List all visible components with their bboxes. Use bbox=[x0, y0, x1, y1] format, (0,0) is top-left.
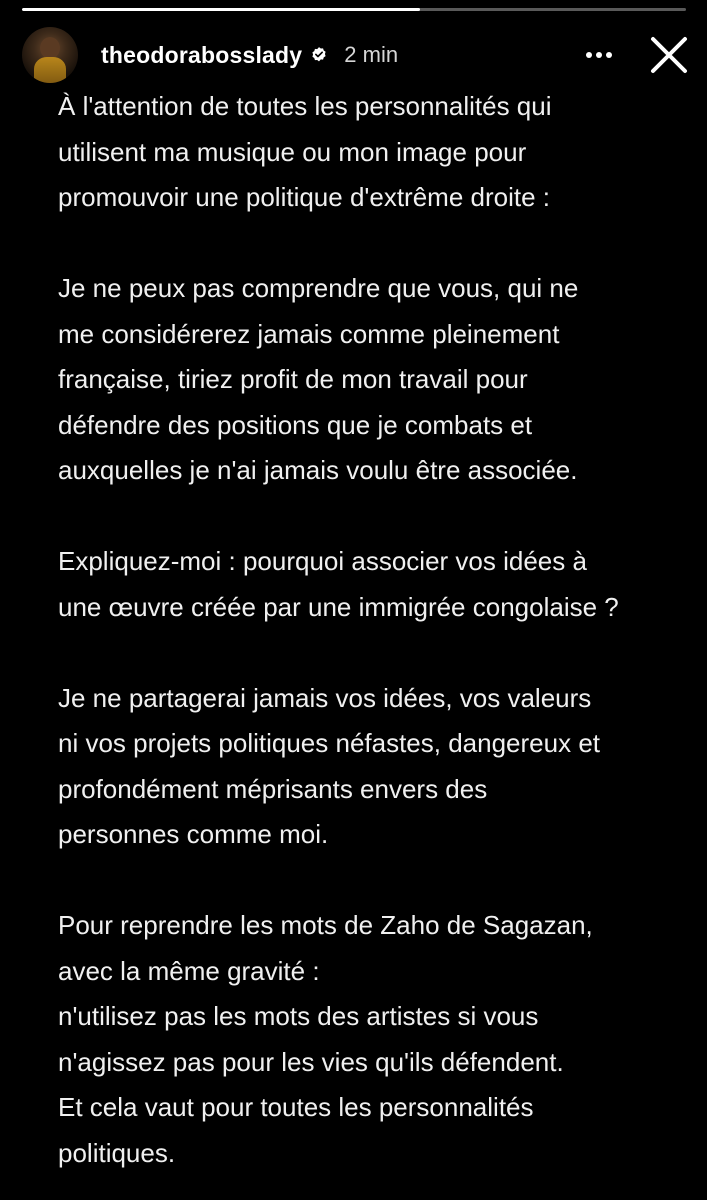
story-progress-fill bbox=[22, 8, 420, 11]
story-text-line: n'agissez pas pour les vies qu'ils défendent. bbox=[58, 1046, 564, 1077]
story-paragraph bbox=[58, 903, 688, 1176]
verified-badge-icon bbox=[310, 46, 328, 64]
story-text-line: Je ne peux pas comprendre que vous, qui ne bbox=[58, 273, 579, 303]
story-text-line: utilisent ma musique ou mon image pour bbox=[58, 136, 527, 167]
story-text-line: avec la même gravité : bbox=[58, 955, 320, 986]
story-text-line: promouvoir une politique d'extrême droite : bbox=[58, 182, 551, 212]
story-text bbox=[58, 84, 688, 1176]
story-progress-bar bbox=[22, 8, 686, 11]
post-time: 2 min bbox=[344, 42, 399, 67]
story-text-line: profondément méprisants envers des bbox=[58, 773, 488, 804]
story-text-line: Expliquez-moi : pourquoi associer vos idées à bbox=[58, 546, 587, 576]
story-paragraph bbox=[58, 539, 688, 630]
more-options-button[interactable] bbox=[582, 40, 616, 70]
story-text-line: française, tiriez profit de mon travail pour bbox=[58, 364, 528, 394]
story-text-line: Et cela vaut pour toutes les personnalités bbox=[58, 1092, 534, 1122]
story-text-line: auxquelles je n'ai jamais voulu être associée. bbox=[58, 455, 578, 485]
story-paragraph bbox=[58, 84, 688, 221]
story-text-line: Je ne partagerai jamais vos idées, vos valeurs bbox=[58, 682, 592, 713]
story-header bbox=[22, 26, 690, 84]
story-text-line: Pour reprendre les mots de Zaho de Sagazan, bbox=[58, 910, 593, 940]
story-paragraph bbox=[58, 266, 688, 494]
avatar[interactable] bbox=[22, 27, 78, 83]
story-text-line: défendre des positions que je combats et bbox=[58, 409, 533, 440]
story-text-line: À l'attention de toutes les personnalités qui bbox=[58, 91, 552, 121]
username[interactable]: theodorabosslady bbox=[101, 41, 303, 68]
close-icon bbox=[648, 34, 690, 76]
more-horizontal-icon bbox=[585, 51, 613, 59]
story-text-line: ni vos projets politiques néfastes, dangereux et bbox=[58, 728, 601, 758]
story-text-line: politiques. bbox=[58, 1137, 176, 1168]
story-text-line: personnes comme moi. bbox=[58, 819, 329, 849]
close-button[interactable] bbox=[648, 34, 690, 76]
story-text-line: une œuvre créée par une immigrée congolaise ? bbox=[58, 591, 619, 622]
story-text-line: me considérerez jamais comme pleinement bbox=[58, 318, 560, 349]
story-text-line: n'utilisez pas les mots des artistes si vous bbox=[58, 1001, 539, 1031]
story-paragraph bbox=[58, 676, 688, 858]
